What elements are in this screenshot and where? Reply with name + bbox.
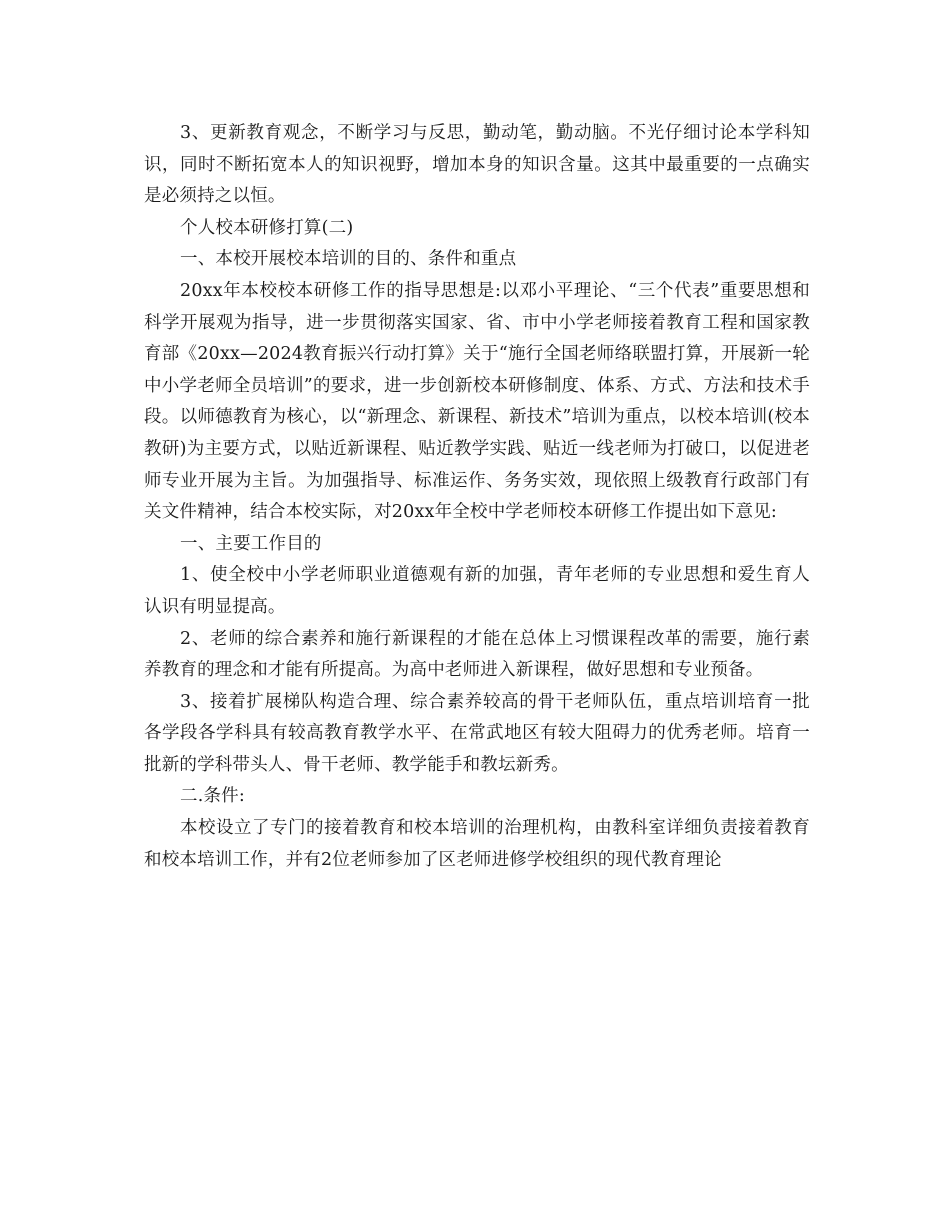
paragraph-item-3-update-concepts: 3、更新教育观念，不断学习与反思，勤动笔，勤动脑。不光仔细讨论本学科知识，同时不断拓宽本人的知识视野，增加本身的知识含量。这其中最重要的一点确实是必须持之以恒。 [144,123,810,207]
section-heading-purpose-conditions: 一、本校开展校本培训的目的、条件和重点 [180,249,517,270]
paragraph-goal-1: 1、使全校中小学老师职业道德观有新的加强，青年老师的专业思想和爱生育人认识有明显提高。 [144,565,810,617]
paragraph-goal-3: 3、接着扩展梯队构造合理、综合素养较高的骨干老师队伍，重点培训培育一批各学段各学科具有较高教育教学水平、在常武地区有较大阻碍力的优秀老师。培育一批新的学科带头人、骨干老师、教学能手和教坛新秀。 [144,691,810,775]
paragraph-guiding-ideology: 20xx年本校校本研修工作的指导思想是:以邓小平理论、“三个代表”重要思想和科学开展观为指导，进一步贯彻落实国家、省、市中小学老师接着教育工程和国家教育部《20xx—2024教育振兴行动打算》关于“施行全国老师络联盟打算，开展新一轮中小学老师全员培训”的要求，进一步创新校本研修制度、体系、方式、方法和技术手段。以师德教育为核心，以“新理念、新课程、新技术”培训为重点，以校本培训(校本教研)为主要方式，以贴近新课程、贴近教学实践、贴近一线老师为打破口，以促进老师专业开展为主旨。为加强指导、标准运作、务务实效，现依照上级教育行政部门有关文件精神，结合本校实际，对20xx年全校中学老师校本研修工作提出如下意见: [144,280,810,523]
section-heading-conditions: 二.条件: [180,786,245,807]
paragraph-goal-2: 2、老师的综合素养和施行新课程的才能在总体上习惯课程改革的需要，施行素养教育的理念和才能有所提高。为高中老师进入新课程，做好思想和专业预备。 [144,628,810,681]
paragraph-conditions: 本校设立了专门的接着教育和校本培训的治理机构，由教科室详细负责接着教育和校本培训工作，并有2位老师参加了区老师进修学校组织的现代教育理论 [144,818,810,870]
document-body [144,118,810,876]
section-heading-main-goals: 一、主要工作目的 [180,533,322,554]
section-title-plan-two: 个人校本研修打算(二) [180,217,354,238]
